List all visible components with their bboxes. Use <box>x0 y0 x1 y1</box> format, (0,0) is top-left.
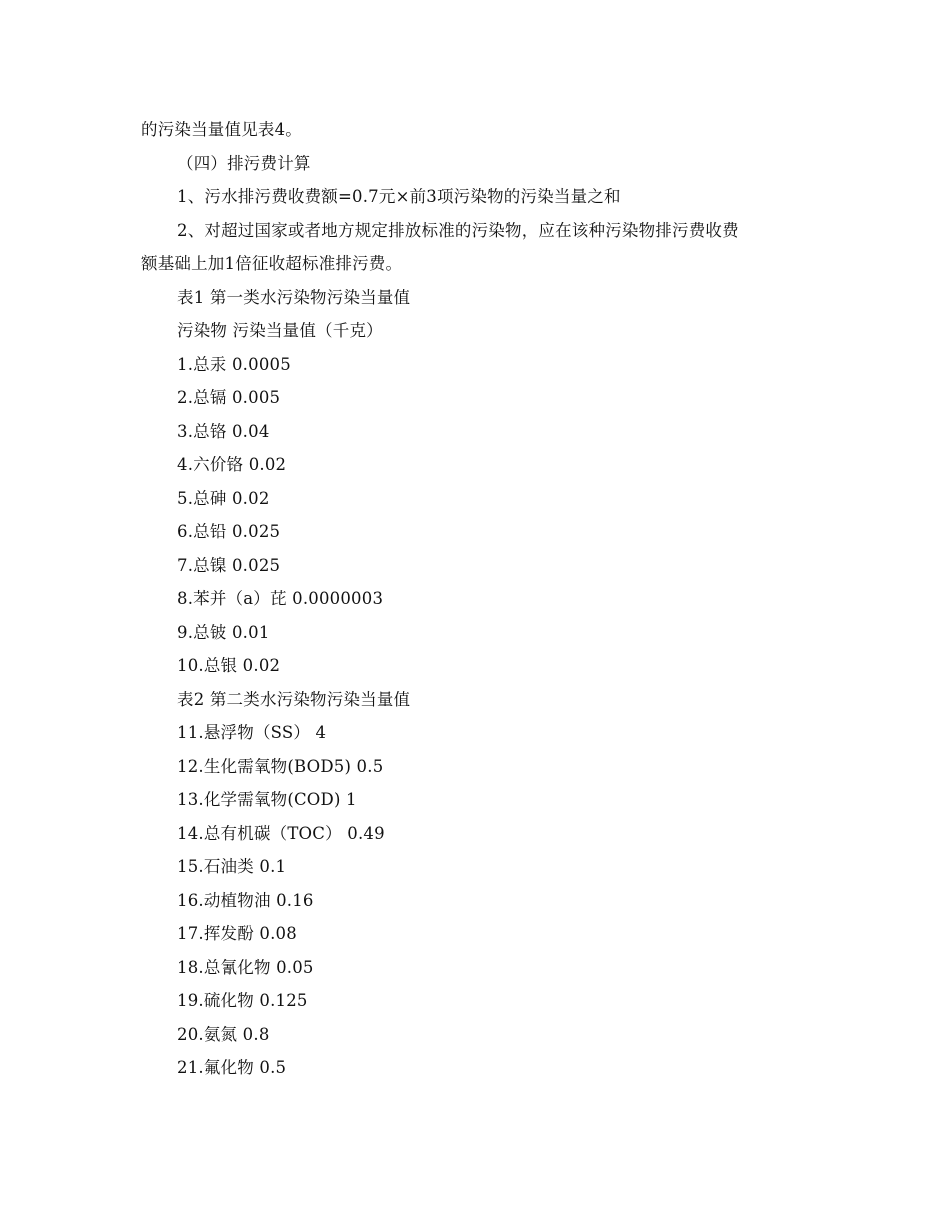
list-item: 6.总铅 0.025 <box>177 522 281 541</box>
section-heading: （四）排污费计算 <box>177 153 311 173</box>
list-item: 18.总氰化物 0.05 <box>177 957 314 977</box>
table-caption: 表2 第二类水污染物污染当量值 <box>177 689 411 709</box>
list-item: 20.氨氮 0.8 <box>177 1024 270 1044</box>
table-header: 污染物 污染当量值（千克） <box>177 321 383 340</box>
list-item: 9.总铍 0.01 <box>177 622 270 642</box>
list-item: 12.生化需氧物(BOD5) 0.5 <box>177 756 384 776</box>
list-item: 8.苯并（a）芘 0.0000003 <box>177 589 384 608</box>
list-item: 7.总镍 0.025 <box>177 555 281 575</box>
list-item: 10.总银 0.02 <box>177 656 281 675</box>
list-item: 3.总铬 0.04 <box>177 421 270 441</box>
list-item: 5.总砷 0.02 <box>177 488 270 508</box>
list-item: 19.硫化物 0.125 <box>177 991 308 1010</box>
list-item: 17.挥发酚 0.08 <box>177 924 297 943</box>
table-caption: 表1 第一类水污染物污染当量值 <box>177 287 411 307</box>
list-item: 15.石油类 0.1 <box>177 857 287 876</box>
list-item: 14.总有机碳（TOC） 0.49 <box>177 823 385 843</box>
list-item: 11.悬浮物（SS） 4 <box>177 723 327 742</box>
list-item: 16.动植物油 0.16 <box>177 890 314 910</box>
list-item: 4.六价铬 0.02 <box>177 455 287 474</box>
list-item: 2.总镉 0.005 <box>177 388 281 407</box>
list-item: 13.化学需氧物(COD) 1 <box>177 790 357 809</box>
list-item: 1.总汞 0.0005 <box>177 354 291 374</box>
body-paragraph: 2、对超过国家或者地方规定排放标准的污染物，应在该种污染物排污费收费 <box>177 220 739 240</box>
list-item: 21.氟化物 0.5 <box>177 1058 287 1077</box>
body-paragraph-continuation: 的污染当量值见表4。 <box>141 120 302 139</box>
body-paragraph-continuation: 额基础上加1倍征收超标准排污费。 <box>141 254 403 273</box>
document-body <box>141 113 811 1085</box>
body-paragraph: 1、污水排污费收费额=0.7元×前3项污染物的污染当量之和 <box>177 187 621 206</box>
